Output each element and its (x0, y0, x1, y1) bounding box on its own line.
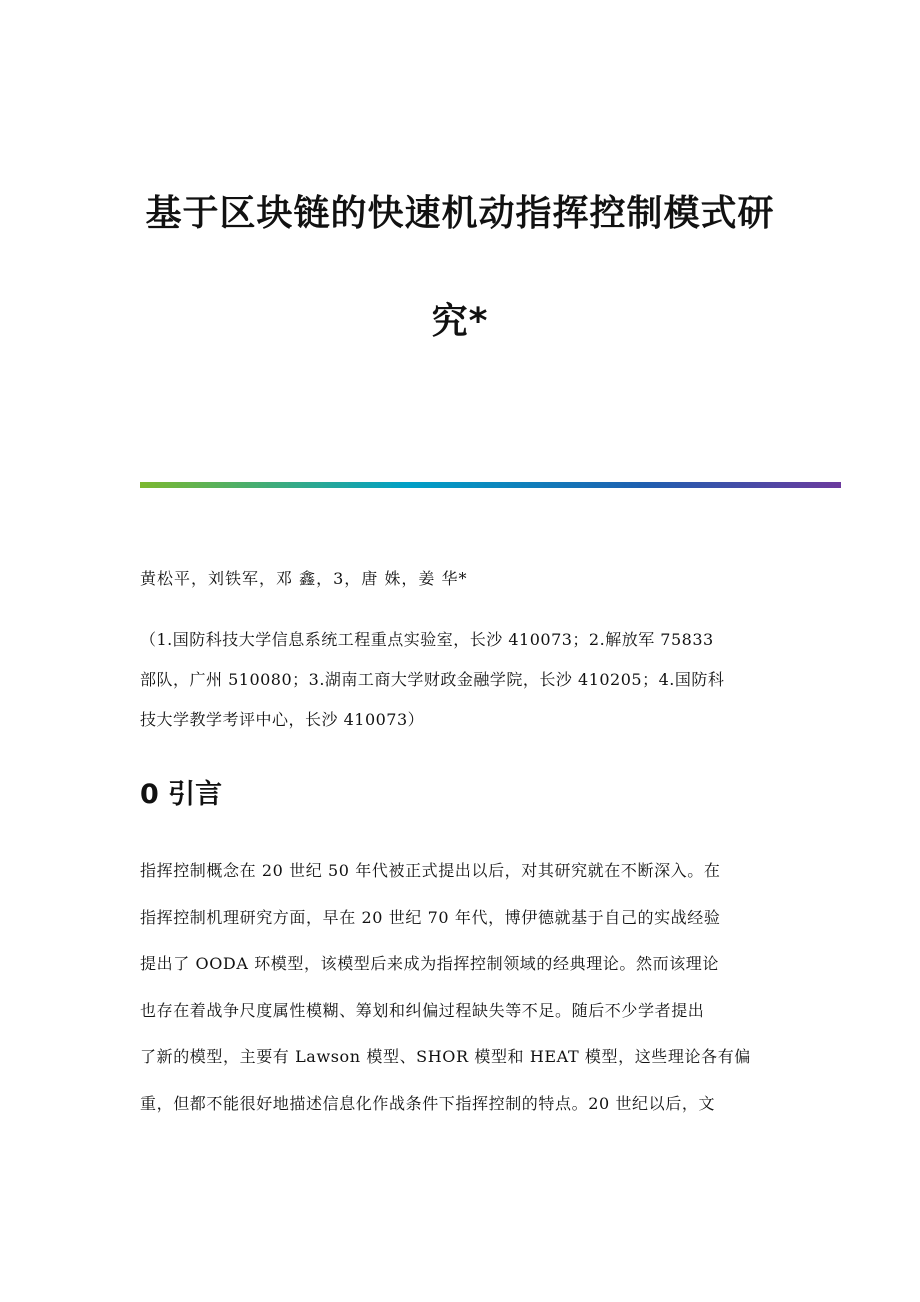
paragraph-line: 了新的模型，主要有 Lawson 模型、SHOR 模型和 HEAT 模型，这些理论各有偏 (140, 1047, 751, 1067)
paragraph-line: 指挥控制机理研究方面，早在 20 世纪 70 年代，博伊德就基于自己的实战经验 (140, 907, 721, 927)
paper-title (120, 188, 800, 348)
author-list: 黄松平，刘铁军，邓 鑫，3，唐 姝，姜 华* (140, 569, 468, 588)
section-heading-introduction: 0 引言 (140, 779, 223, 810)
paper-title-line-2: 究* (431, 301, 489, 342)
title-divider-rule (140, 482, 841, 488)
affiliation-line: （1.国防科技大学信息系统工程重点实验室，长沙 410073；2.解放军 75833 (140, 630, 714, 649)
paragraph-line: 指挥控制概念在 20 世纪 50 年代被正式提出以后，对其研究就在不断深入。在 (140, 861, 721, 880)
paragraph-line: 提出了 OODA 环模型，该模型后来成为指挥控制领域的经典理论。然而该理论 (140, 954, 719, 974)
paragraph-line: 也存在着战争尺度属性模糊、筹划和纠偏过程缺失等不足。随后不少学者提出 (140, 1000, 705, 1020)
affiliation-line: 技大学教学考评中心，长沙 410073） (140, 710, 425, 729)
introduction-paragraph (140, 848, 785, 1128)
paper-title-line-1: 基于区块链的快速机动指挥控制模式研 (145, 193, 775, 234)
affiliation-line: 部队，广州 510080；3.湖南工商大学财政金融学院，长沙 410205；4.国防科 (140, 670, 725, 689)
affiliation-block (140, 620, 790, 740)
paragraph-line: 重，但都不能很好地描述信息化作战条件下指挥控制的特点。20 世纪以后，文 (140, 1093, 716, 1113)
